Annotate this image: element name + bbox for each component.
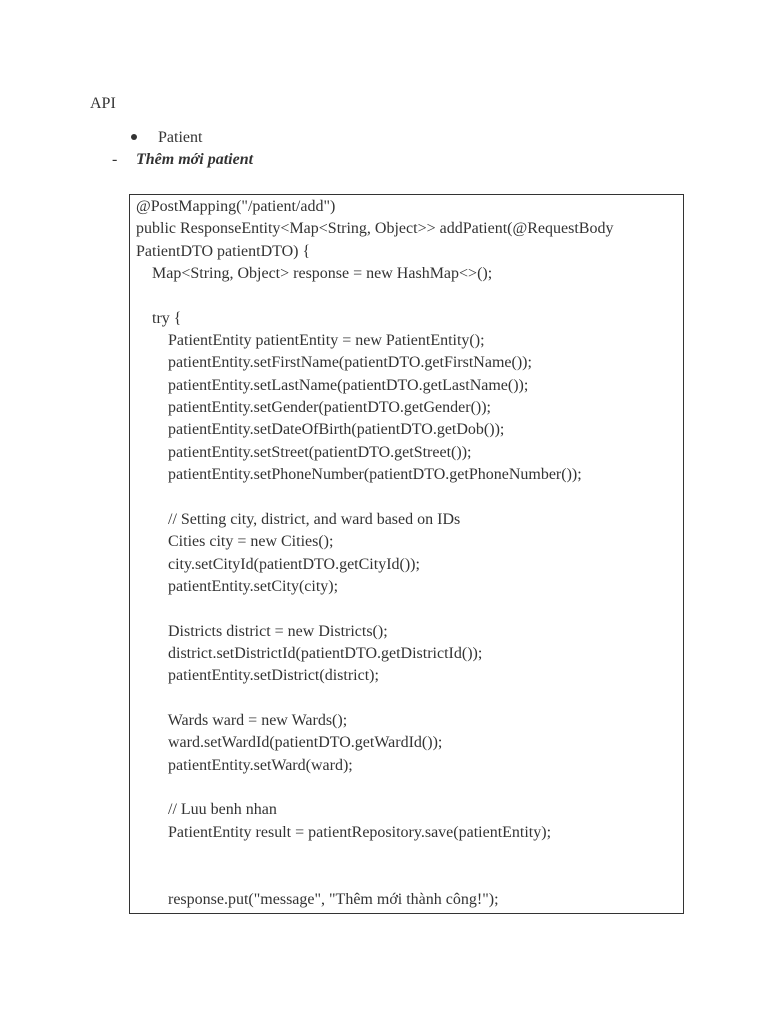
code-line xyxy=(136,598,679,620)
code-block xyxy=(129,194,684,914)
code-line: public ResponseEntity<Map<String, Object>> addPatient(@RequestBody xyxy=(136,220,614,238)
code-line: response.put("message", "Thêm mới thành công!"); xyxy=(136,890,499,908)
code-line: @PostMapping("/patient/add") xyxy=(136,198,336,215)
code-line: PatientDTO patientDTO) { xyxy=(136,242,311,260)
code-line: patientEntity.setCity(city); xyxy=(136,577,339,595)
code-line: patientEntity.setStreet(patientDTO.getStreet()); xyxy=(136,443,472,461)
code-lines xyxy=(136,196,679,911)
code-line: city.setCityId(patientDTO.getCityId()); xyxy=(136,555,420,573)
code-line xyxy=(136,844,679,866)
code-line: Map<String, Object> response = new HashMap<>(); xyxy=(136,265,493,283)
code-line: Cities city = new Cities(); xyxy=(136,533,334,551)
code-line: // Luu benh nhan xyxy=(136,801,277,819)
bullet-label: Patient xyxy=(158,129,203,146)
bullet-dot-icon xyxy=(131,134,137,140)
code-line: Districts district = new Districts(); xyxy=(136,622,388,640)
code-line: PatientEntity result = patientRepository.save(patientEntity); xyxy=(136,823,552,841)
code-line: patientEntity.setGender(patientDTO.getGender()); xyxy=(136,399,491,417)
dash-list-item xyxy=(112,150,253,170)
code-line: ward.setWardId(patientDTO.getWardId()); xyxy=(136,734,443,752)
code-line: patientEntity.setPhoneNumber(patientDTO.getPhoneNumber()); xyxy=(136,466,582,484)
code-line xyxy=(136,486,679,508)
code-line: district.setDistrictId(patientDTO.getDistrictId()); xyxy=(136,644,483,662)
dash-marker: - xyxy=(112,151,118,168)
code-line: patientEntity.setFirstName(patientDTO.getFirstName()); xyxy=(136,354,532,372)
code-line: // Setting city, district, and ward based on IDs xyxy=(136,510,461,528)
code-line xyxy=(136,285,679,307)
section-heading: API xyxy=(90,95,116,112)
code-line xyxy=(136,688,679,710)
code-line: patientEntity.setDistrict(district); xyxy=(136,667,379,685)
code-line: PatientEntity patientEntity = new PatientEntity(); xyxy=(136,332,485,350)
code-line: patientEntity.setDateOfBirth(patientDTO.getDob()); xyxy=(136,421,505,439)
code-line: patientEntity.setLastName(patientDTO.getLastName()); xyxy=(136,376,529,394)
code-line xyxy=(136,777,679,799)
subheading: Thêm mới patient xyxy=(136,151,254,168)
code-line xyxy=(136,866,679,888)
code-line: Wards ward = new Wards(); xyxy=(136,711,348,729)
code-line: try { xyxy=(136,309,182,327)
code-line: patientEntity.setWard(ward); xyxy=(136,756,353,774)
